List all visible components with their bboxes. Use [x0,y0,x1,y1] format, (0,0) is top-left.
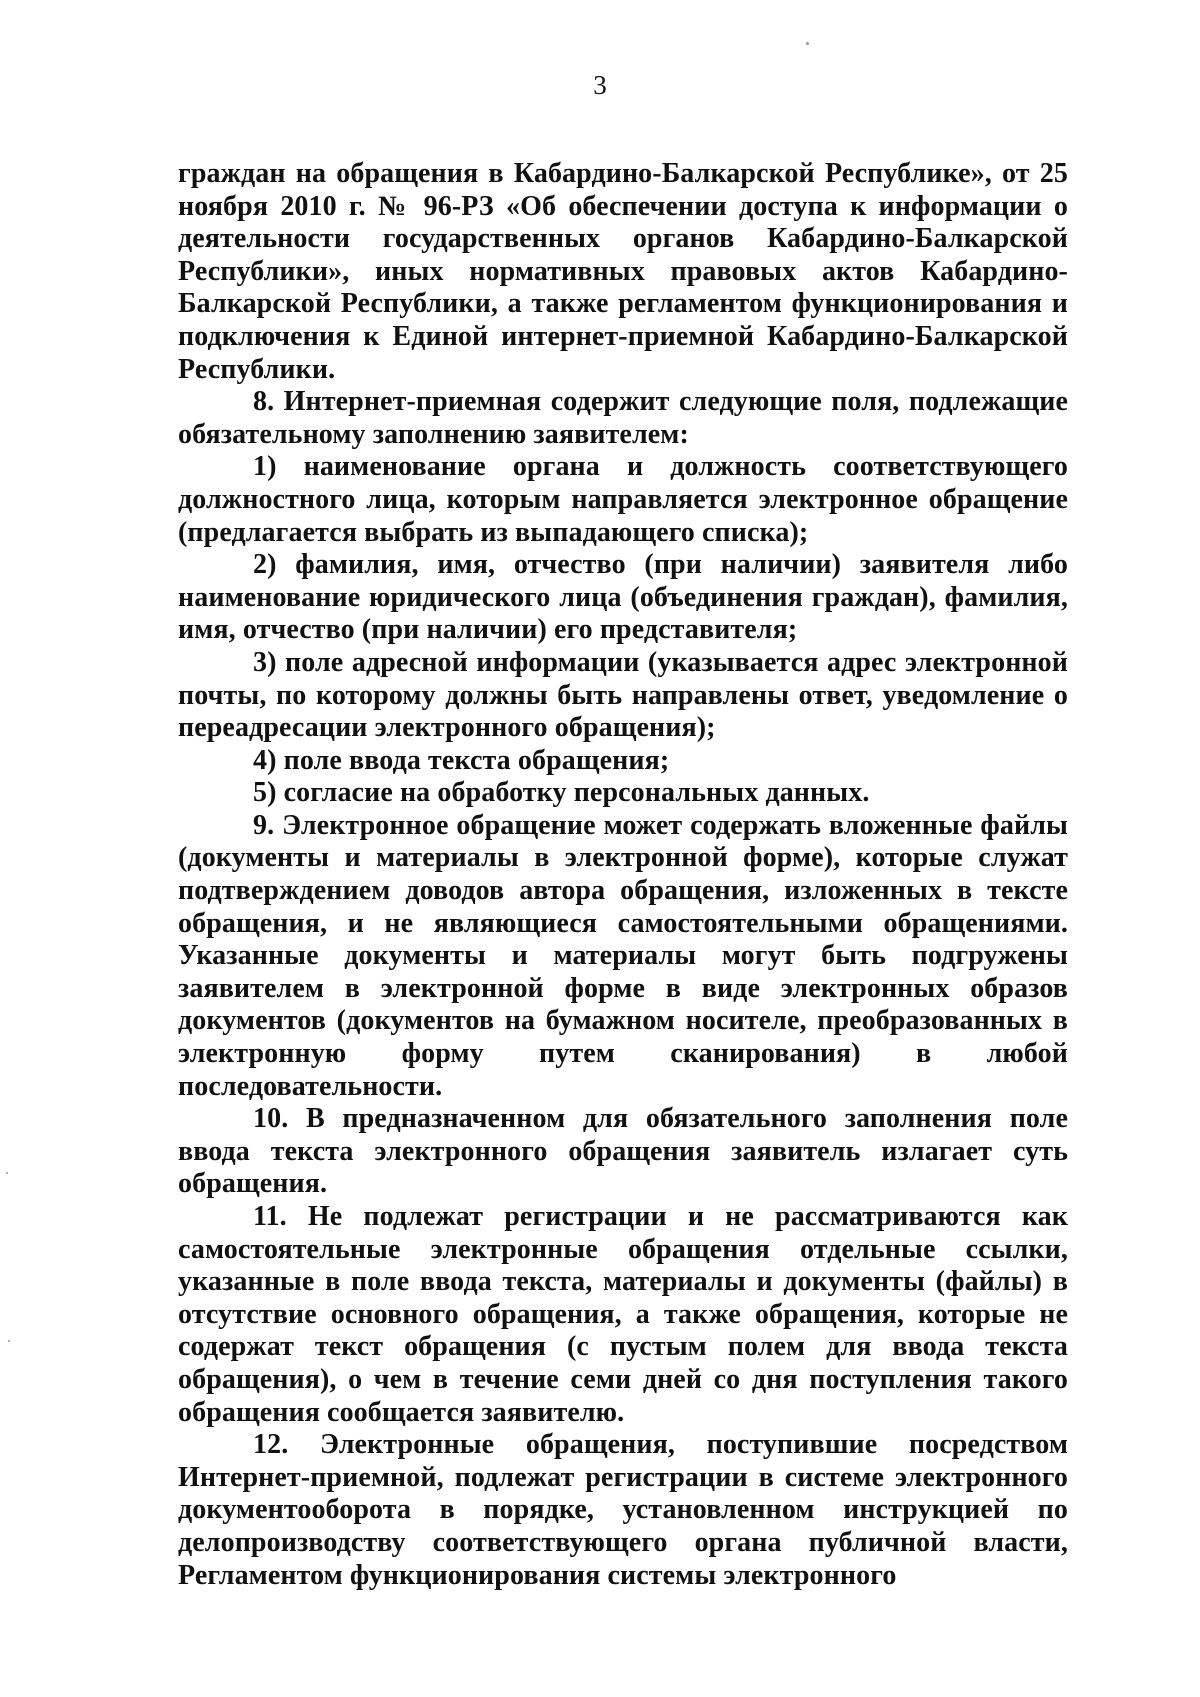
paragraph-item-9: 9. Электронное обращение может содержать вложенные файлы (документы и материалы в электронной форме), которые служат подтверждением доводов автора обращения, изложенных в тексте обращения, и не являющиеся самостоятельными обращениями. Указанные документы и материалы могут быть подгружены заявителем в электронной форме в виде электронных образов документов (документов на бумажном носителе, преобразованных в электронную форму путем сканирования) в любой последовательности. [178,809,1068,1102]
scan-speck [6,1172,8,1174]
paragraph-item-8-4: 4) поле ввода текста обращения; [253,744,670,776]
paragraph-item-8: 8. Интернет-приемная содержит следующие поля, подлежащие обязательному заполнению заявителем: [178,386,1068,450]
paragraph-item-8-2: 2) фамилия, имя, отчество (при наличии) заявителя либо наименование юридического лица (объединения граждан), фамилия, имя, отчество (при наличии) его представителя; [178,549,1068,646]
paragraph-item-12: 12. Электронные обращения, поступившие посредством Интернет-приемной, подлежат регистрации в системе электронного документооборота в порядке, установленном инструкцией по делопроизводству соответствующего органа публичной власти, Регламентом функционирования системы электронного [178,1429,1068,1591]
page-number: 3 [593,70,607,100]
paragraph-item-11: 11. Не подлежат регистрации и не рассматриваются как самостоятельные электронные обращения отдельные ссылки, указанные в поле ввода текста, материалы и документы (файлы) в отсутствие основного обращения, а также обращения, которые не содержат текст обращения (с пустым полем для ввода текста обращения), о чем в течение семи дней со дня поступления такого обращения сообщается заявителю. [178,1201,1068,1428]
scan-speck [806,42,809,45]
paragraph-continuation: граждан на обращения в Кабардино-Балкарской Республике», от 25 ноября 2010 г. № 96-РЗ «Об обеспечении доступа к информации о деятельности государственных органов Кабардино-Балкарской Республики», иных нормативных правовых актов Кабардино-Балкарской Республики, а также регламентом функционирования и подключения к Единой интернет-приемной Кабардино-Балкарской Республики. [178,158,1068,385]
paragraph-item-8-3: 3) поле адресной информации (указывается адрес электронной почты, по которому должны быть направлены ответ, уведомление о переадресации электронного обращения); [178,646,1068,744]
document-body [178,158,1068,1592]
scan-speck [8,1340,10,1342]
paragraph-item-8-1: 1) наименование органа и должность соответствующего должностного лица, которым направляется электронное обращение (предлагается выбрать из выпадающего списка); [178,451,1068,548]
paragraph-item-8-5: 5) согласие на обработку персональных данных. [253,777,870,809]
paragraph-item-10: 10. В предназначенном для обязательного заполнения поле ввода текста электронного обращения заявитель излагает суть обращения. [178,1103,1068,1200]
